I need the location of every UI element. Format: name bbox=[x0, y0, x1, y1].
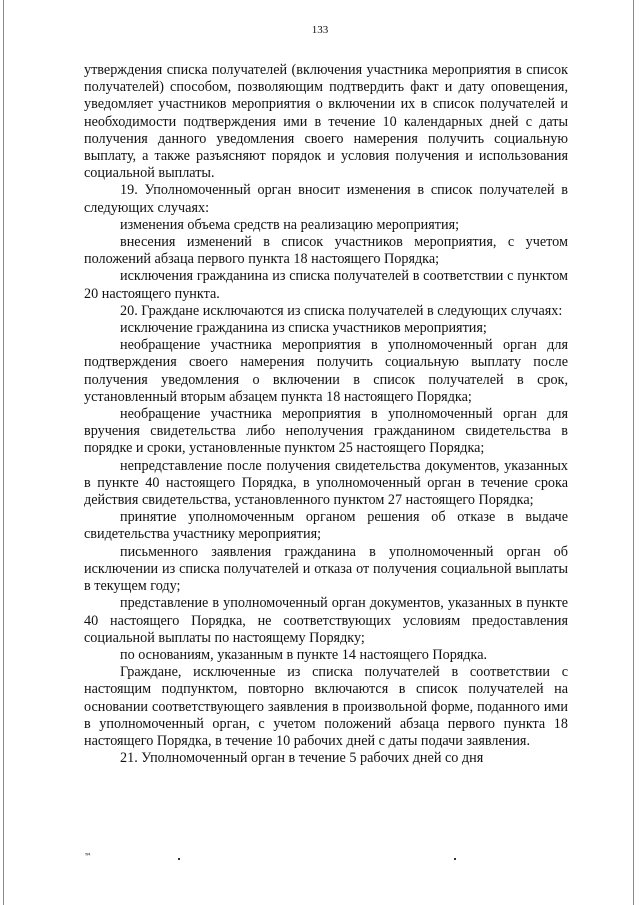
paragraph: 21. Уполномоченный орган в течение 5 рабочих дней со дня bbox=[120, 750, 484, 767]
scan-left-edge bbox=[3, 0, 4, 905]
scan-speck bbox=[178, 858, 180, 860]
paragraph: по основаниям, указанным в пункте 14 настоящего Порядка. bbox=[120, 646, 488, 663]
paragraph: 20. Граждане исключаются из списка получателей в следующих случаях: bbox=[120, 302, 563, 319]
paragraph: письменного заявления гражданина в уполномоченный орган об исключении из списка получателей и отказа от получения социальной выплаты в текущем году; bbox=[84, 543, 568, 595]
paragraph: внесения изменений в список участников мероприятия, с учетом положений абзаца первого пункта 18 настоящего Порядка; bbox=[84, 234, 568, 268]
paragraph: исключения гражданина из списка получателей в соответствии с пунктом 20 настоящего пункта. bbox=[84, 268, 568, 302]
paragraph: принятие уполномоченным органом решения об отказе в выдаче свидетельства участнику мероприятия; bbox=[84, 509, 568, 543]
paragraph: представление в уполномоченный орган документов, указанных в пункте 40 настоящего Порядка, не соответствующих условиям предоставления социальной выплаты по настоящему Порядку; bbox=[84, 595, 568, 646]
page-number: 133 bbox=[311, 24, 329, 36]
scan-speck bbox=[454, 858, 456, 860]
document-body bbox=[84, 62, 568, 767]
paragraph: Граждане, исключенные из списка получателей в соответствии с настоящим подпунктом, повторно включаются в список получателей на основании соответствующего заявления в произвольной форме, поданного ими в уполномоченный орган, с учетом положений абзаца первого пункта 18 настоящего Порядка, в течение 10 рабочих дней с даты подачи заявления. bbox=[84, 664, 568, 749]
paragraph: утверждения списка получателей (включения участника мероприятия в список получателей) способом, позволяющим подтвердить факт и дату оповещения, уведомляет участников мероприятия о включении их в список получателей и необходимости подтверждения ими в течение 10 календарных дней с даты получения данного уведомления своего намерения получить социальную выплату, а также разъясняют порядок и условия получения и использования социальной выплаты. bbox=[84, 62, 568, 182]
paragraph: исключение гражданина из списка участников мероприятия; bbox=[120, 320, 487, 337]
footer-mark: ™ bbox=[84, 852, 92, 861]
paragraph: изменения объема средств на реализацию мероприятия; bbox=[120, 216, 460, 233]
paragraph: необращение участника мероприятия в уполномоченный орган для вручения свидетельства либо неполучения гражданином свидетельства в порядке и сроки, установленные пунктом 25 настоящего Порядка; bbox=[84, 406, 568, 457]
paragraph: непредставление после получения свидетельства документов, указанных в пункте 40 настоящего Порядка, в уполномоченный орган в течение срока действия свидетельства, установленного пунктом 27 настоящего Порядка; bbox=[84, 457, 568, 509]
paragraph: 19. Уполномоченный орган вносит изменения в список получателей в следующих случаях: bbox=[84, 182, 568, 216]
paragraph: необращение участника мероприятия в уполномоченный орган для подтверждения своего намерения получить социальную выплату после получения уведомления о включении в список получателей в срок, установленный вторым абзацем пункта 18 настоящего Порядка; bbox=[84, 337, 568, 405]
scan-right-edge bbox=[633, 0, 634, 905]
